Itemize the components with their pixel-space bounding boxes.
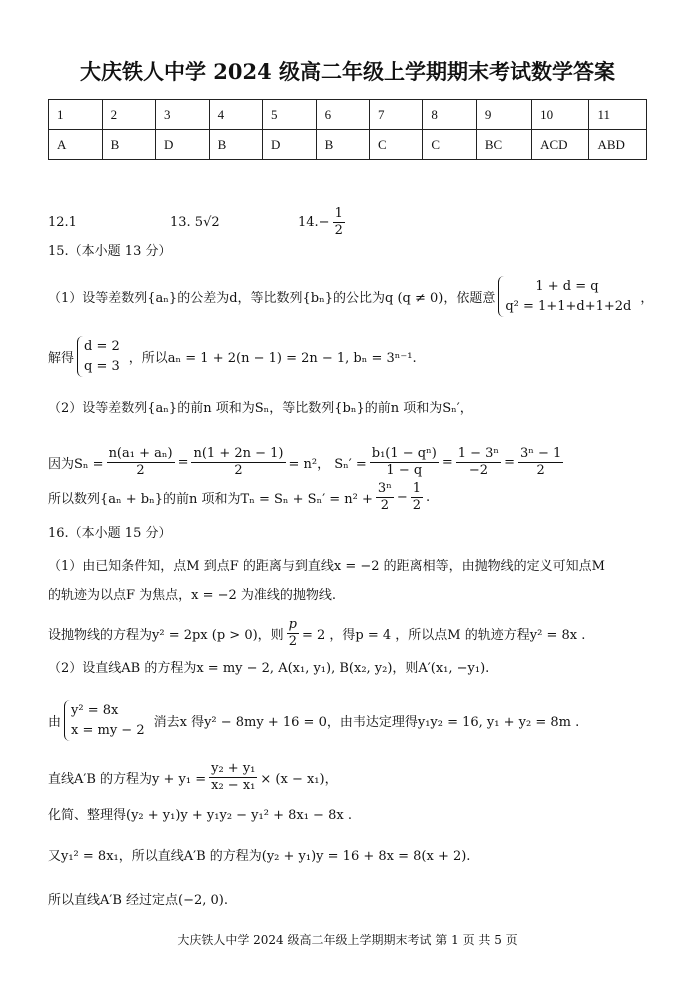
answer-cell: A (49, 130, 103, 160)
denominator: x₂ − x₁ (211, 778, 256, 794)
answer-cell: ACD (532, 130, 589, 160)
q15-header: 15.（本小题 13 分） (48, 244, 172, 259)
fraction (456, 446, 501, 480)
numerator: n(a₁ + aₙ) (107, 446, 175, 463)
text: . (426, 490, 431, 506)
fraction (209, 761, 257, 795)
answer-cell: C (423, 130, 476, 160)
numerator: n(1 + 2n − 1) (191, 446, 285, 463)
answer-cell: ABD (589, 130, 647, 160)
denominator: 2 (536, 463, 545, 479)
fraction (411, 481, 423, 515)
q15-total (48, 481, 430, 515)
answer-12: 12.1 (48, 215, 77, 231)
equation-system (498, 276, 637, 317)
text: − (396, 490, 408, 506)
answer-cell: C (370, 130, 423, 160)
numerator: y₂ + y₁ (209, 761, 257, 778)
equation: x = my − 2 (71, 722, 145, 738)
question-number-cell: 5 (263, 100, 317, 130)
denominator: 2 (288, 634, 297, 650)
denominator: −2 (468, 463, 488, 479)
q16-line: 又y₁² = 8x₁，所以直线A′B 的方程为(y₂ + y₁)y = 16 + 8x = 8(x + 2). (48, 849, 471, 864)
question-number-cell: 11 (589, 100, 647, 130)
equation: d = 2 (84, 339, 120, 354)
fraction (376, 481, 394, 515)
question-number-cell: 7 (370, 100, 423, 130)
answer-cell: B (209, 130, 262, 160)
numerator: 1 (411, 481, 423, 498)
answer-table (48, 99, 647, 160)
q16-line: 化简、整理得(y₂ + y₁)y + y₁y₂ − y₁² + 8x₁ − 8x . (48, 808, 352, 823)
question-number-cell: 8 (423, 100, 476, 130)
equation-system (64, 700, 151, 741)
denominator: 2 (412, 498, 422, 514)
q15-sums (48, 446, 566, 480)
q16-line (48, 761, 338, 795)
text: 由 (48, 715, 62, 730)
question-number-cell: 10 (532, 100, 589, 130)
answer-cell: B (102, 130, 155, 160)
numerator: 1 − 3ⁿ (456, 446, 501, 463)
answer-cell: D (156, 130, 210, 160)
question-number-cell: 4 (209, 100, 262, 130)
denominator: 2 (234, 463, 243, 479)
question-number-cell: 6 (316, 100, 369, 130)
q16-line: （2）设直线AB 的方程为x = my − 2, A(x₁, y₁), B(x₂, y₂)，则A′(x₁, −y₁). (48, 661, 490, 676)
q16-line: 的轨迹为以点F 为焦点，x = −2 为准线的抛物线. (48, 588, 337, 603)
fraction (107, 446, 175, 480)
denominator: 2 (136, 463, 145, 479)
equation: q² = 1+1+d+1+2d (505, 298, 632, 314)
fraction (370, 446, 439, 480)
q15-solution (48, 336, 417, 377)
label: 解得 (48, 351, 75, 366)
equation: y² = 8x (71, 703, 119, 718)
fill-in-answers (48, 206, 348, 240)
denominator: 1 − q (386, 463, 423, 479)
text: 消去x 得y² − 8my + 16 = 0，由韦达定理得y₁y₂ = 16, y₁ + y₂ = 8m . (153, 715, 580, 730)
answer-14-fraction (333, 206, 345, 240)
text: × (x − x₁)， (260, 772, 338, 788)
equation-system (77, 336, 126, 377)
answer-row (49, 130, 647, 160)
question-number-cell: 3 (156, 100, 210, 130)
fraction (191, 446, 285, 480)
answer-13: 13. 5√2 (170, 215, 220, 231)
page-title: 大庆铁人中学 2024 级高二年级上学期期末考试数学答案 (79, 59, 616, 84)
answer-cell: B (316, 130, 369, 160)
q15-part1 (48, 276, 653, 317)
equation: q = 3 (84, 358, 120, 374)
equation: 1 + d = q (535, 279, 599, 294)
text: 因为Sₙ = (48, 457, 104, 473)
question-number-cell: 1 (49, 100, 103, 130)
q16-line: 所以直线A′B 经过定点(−2, 0). (48, 893, 229, 908)
text: = 2 ，得p = 4 ，所以点M 的轨迹方程y² = 8x . (302, 628, 586, 644)
numerator: 1 (333, 206, 345, 223)
answer-cell: D (263, 130, 317, 160)
q15-part2: （2）设等差数列{aₙ}的前n 项和为Sₙ，等比数列{bₙ}的前n 项和为Sₙ′， (48, 401, 473, 416)
q16-line (48, 617, 585, 651)
text: 设抛物线的方程为y² = 2px (p > 0)，则 (48, 628, 284, 644)
question-number-row (49, 100, 647, 130)
punctuation: ， (640, 291, 654, 306)
q15-part1-text: （1）设等差数列{aₙ}的公差为d，等比数列{bₙ}的公比为q (q ≠ 0)，依题意 (48, 291, 496, 306)
denominator: 2 (334, 223, 343, 239)
text: = (504, 455, 515, 471)
text: 所以数列{aₙ + bₙ}的前n 项和为Tₙ = Sₙ + Sₙ′ = n² + (48, 492, 373, 508)
answer-cell: BC (476, 130, 531, 160)
page-footer: 大庆铁人中学 2024 级高二年级上学期期末考试 第 1 页 共 5 页 (177, 933, 518, 947)
text: 直线A′B 的方程为y + y₁ = (48, 772, 207, 788)
fraction (287, 617, 299, 651)
numerator: 3ⁿ − 1 (518, 446, 563, 463)
numerator: 3ⁿ (376, 481, 394, 498)
numerator: p (287, 617, 299, 634)
fraction (518, 446, 563, 480)
q16-line (48, 700, 579, 741)
q16-line: （1）由已知条件知，点M 到点F 的距离与到直线x = −2 的距离相等，由抛物线的定义可知点M (48, 559, 605, 574)
text: = (177, 455, 189, 471)
denominator: 2 (380, 498, 390, 514)
text: = (441, 455, 453, 471)
question-number-cell: 9 (476, 100, 531, 130)
solution-text: ，所以aₙ = 1 + 2(n − 1) = 2n − 1, bₙ = 3ⁿ⁻¹. (128, 351, 417, 366)
question-number-cell: 2 (102, 100, 155, 130)
text: = n²， Sₙ′ = (288, 457, 367, 473)
q16-header: 16.（本小题 15 分） (48, 526, 172, 541)
answer-14: 14.− (298, 215, 330, 231)
numerator: b₁(1 − qⁿ) (370, 446, 439, 463)
